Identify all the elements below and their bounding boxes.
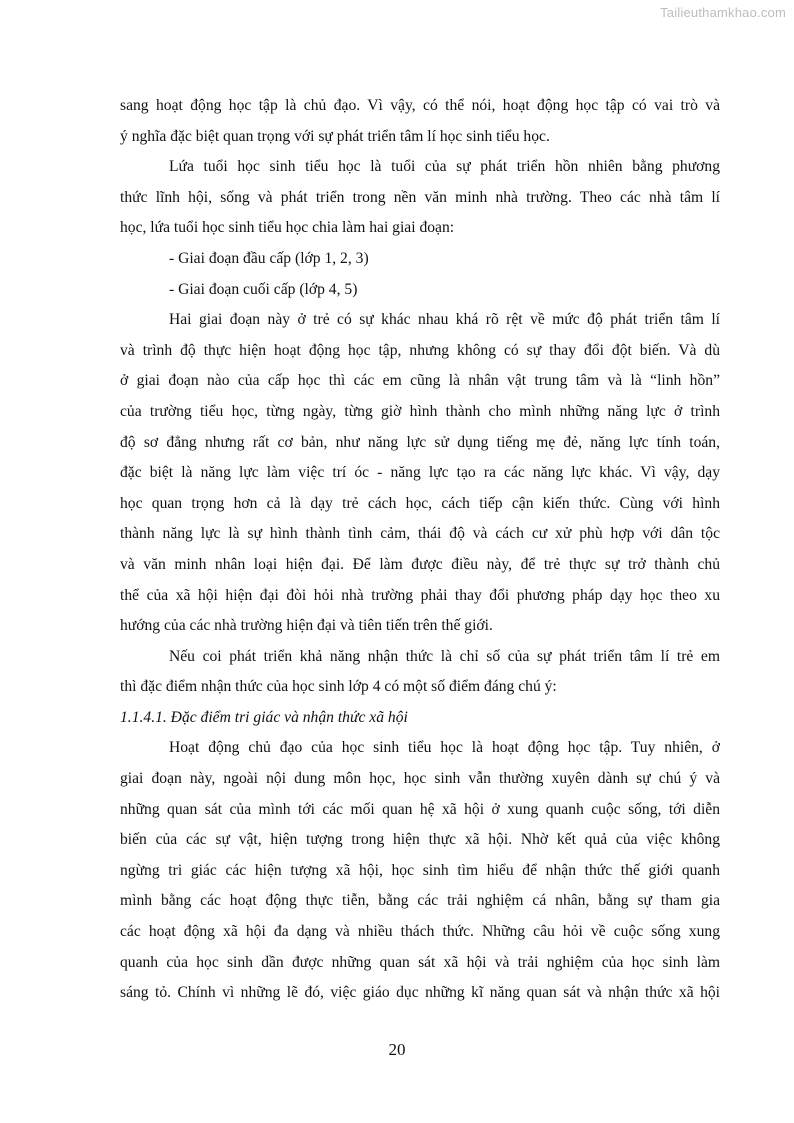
text-line: học quan trọng hơn cả là dạy trẻ cách học, cách tiếp cận kiến thức. Cùng với hình [120, 494, 720, 512]
text-line: mình bằng các hoạt động thực tiễn, bằng các trải nghiệm cá nhân, bằng sự tham gia [120, 892, 720, 910]
text-line: học, lứa tuổi học sinh tiểu học chia làm hai giai đoạn: [120, 219, 455, 237]
text-line: quanh của học sinh dần được những quan sát xã hội và trải nghiệm của học sinh làm [120, 953, 720, 971]
text-line: Hai giai đoạn này ở trẻ có sự khác nhau khá rõ rệt về mức độ phát triển tâm lí [169, 311, 720, 329]
text-line: thành năng lực là sự hình thành tình cảm, thái độ và cách cư xử phù hợp với dân tộc [120, 525, 720, 543]
text-line: biến của các sự vật, hiện tượng trong hiện thực xã hội. Nhờ kết quả của việc không [120, 831, 720, 849]
text-line: ở giai đoạn nào của cấp học thì các em cũng là nhân vật trung tâm và là “linh hồn” [120, 372, 720, 390]
document-body [120, 91, 720, 1009]
page-number: 20 [388, 1040, 406, 1059]
text-line: hướng của các nhà trường hiện đại và tiên tiến trên thế giới. [120, 617, 493, 635]
text-line: sáng tỏ. Chính vì những lẽ đó, việc giáo dục những kĩ năng quan sát và nhận thức xã hội [120, 984, 720, 1002]
text-line: Lứa tuổi học sinh tiểu học là tuổi của sự phát triển hồn nhiên bằng phương [169, 158, 720, 176]
text-line: thì đặc điểm nhận thức của học sinh lớp 4 có một số điểm đáng chú ý: [120, 678, 557, 696]
text-line: và văn minh nhân loại hiện đại. Để làm được điều này, để trẻ thực sự trở thành chủ [120, 555, 720, 573]
text-line: ý nghĩa đặc biệt quan trọng với sự phát triển tâm lí học sinh tiểu học. [120, 127, 550, 145]
text-line: Nếu coi phát triển khả năng nhận thức là chỉ số của sự phát triển tâm lí trẻ em [169, 647, 720, 665]
text-line: thức lĩnh hội, sống và phát triển trong nền văn minh nhà trường. Theo các nhà tâm lí [120, 188, 720, 206]
watermark: Tailieuthamkhao.com [660, 5, 786, 20]
text-line: Hoạt động chủ đạo của học sinh tiểu học là hoạt động học tập. Tuy nhiên, ở [169, 739, 720, 757]
text-line: - Giai đoạn cuối cấp (lớp 4, 5) [169, 280, 358, 298]
text-line: sang hoạt động học tập là chủ đạo. Vì vậy, có thể nói, hoạt động học tập có vai trò và [120, 97, 720, 114]
text-line: thể của xã hội hiện đại đòi hỏi nhà trường phải thay đổi phương pháp dạy học theo xu [120, 586, 720, 604]
section-heading: 1.1.4.1. Đặc điểm tri giác và nhận thức xã hội [120, 708, 408, 726]
text-line: - Giai đoạn đầu cấp (lớp 1, 2, 3) [169, 249, 369, 267]
text-line: giai đoạn này, ngoài nội dung môn học, học sinh vẫn thường xuyên dành sự chú ý và [120, 770, 720, 788]
text-line: các hoạt động xã hội đa dạng và nhiều thách thức. Những câu hỏi về cuộc sống xung [120, 923, 720, 941]
text-line: đặc biệt là năng lực làm việc trí óc - năng lực tạo ra các năng lực khác. Vì vậy, dạy [120, 464, 720, 482]
text-line: những quan sát của mình tới các mối quan hệ xã hội ở xung quanh cuộc sống, tới diễn [120, 800, 720, 818]
text-line: độ sơ đẳng nhưng rất cơ bản, như năng lực sử dụng tiếng mẹ đẻ, năng lực tính toán, [120, 433, 720, 451]
text-line: và trình độ thực hiện hoạt động học tập, nhưng không có sự thay đổi đột biến. Và dù [120, 341, 720, 359]
text-line: ngừng tri giác các hiện tượng xã hội, học sinh tìm hiểu để nhận thức thế giới quanh [120, 861, 720, 879]
text-line: của trường tiểu học, từng ngày, từng giờ hình thành cho mình những năng lực ở trình [120, 402, 720, 420]
